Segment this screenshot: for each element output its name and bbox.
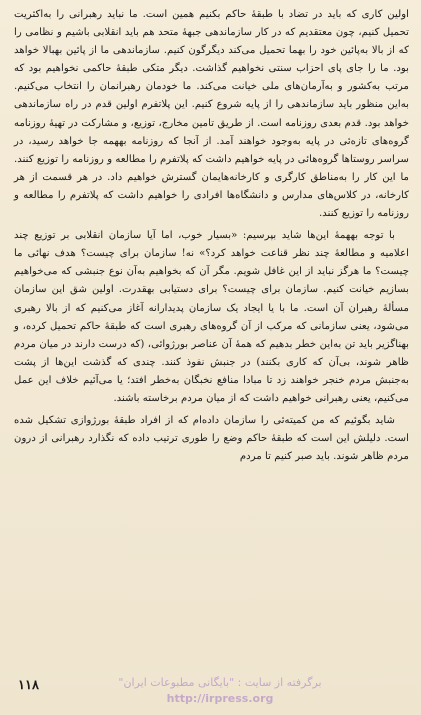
watermark-source-text: برگرفته از سایت : "بایگانی مطبوعات ایران": [118, 676, 322, 689]
page-number: ۱۱۸: [18, 678, 39, 693]
page-footer: [0, 672, 421, 712]
page-body-text: [14, 6, 409, 470]
paragraph-3: شاید بگوئیم که من کمیته‌ئی را سازمان داده‌ام که از افراد طبقهٔ بورژوازی تشکیل شده است. دلیلش این است که طبقهٔ حاکم وضع را طوری ترتیب داده که نگذارد رهبرانی از درون مردم ظاهر شوند. باید صبر کنیم تا مردم: [14, 415, 409, 463]
paragraph-1: اولین کاری که باید در تضاد با طبقهٔ حاکم بکنیم همین است. ما نباید رهبرانی را به‌اکثریت تحمیل کنیم، چون معتقدیم که در کار سازماندهی جبههٔ متحد هم باید انقلابی باشیم و نظامی را که از بالا به‌پائین خود را بهما تحمیل می‌کند دیگرگون کنیم. سازماندهی ما از پائین بهبالا خواهد بود. ما را جای پای احزاب سنتی نخواهیم گذاشت. دیگر متکی طبقهٔ حاکمی نخواهیم بود که مرتب به‌کشور و به‌آرمان‌های ملی خیانت می‌کند. ما خودمان رهبرانمان را انتخاب می‌کنیم. به‌این منظور باید سازماندهی را از پایه شروع کنیم. این پلاتفرم اولین قدم در راه سازماندهی خواهد بود. قدم بعدی روزنامه است. از طریق تامین مخارج، توزیع، و مشارکت در تهیهٔ روزنامه گروه‌های تازه‌ئی در پایه به‌وجود خواهند آمد. از آنجا که روزنامه بههمه جا خواهد رسید، در سراسر روستاها گروه‌هائی در پایه خواهیم داشت که پلاتفرم را مطالعه و روزنامه را توزیع کنند. ما این کار را به‌مناطق کارگری و کارخانه‌هایمان گسترش خواهیم داد. در هر قسمت از هر کارخانه، در کلاس‌های مدارس و دانشگاه‌ها افرادی را خواهیم داشت که پلاتفرم را مطالعه و روزنامه را توزیع کنند.: [14, 9, 409, 220]
watermark-url: http://irpress.org: [166, 692, 274, 705]
paragraph-2: با توجه بههمهٔ این‌ها شاید بپرسیم: «بسیار خوب، اما آیا سازمان انقلابی بر توزیع چند اعلامیه و مطالعهٔ چند نظر قناعت خواهد کرد؟» نه! سازمان برای چیست؟ هدف نهائی ما چیست؟ ما هرگز نباید از این غافل شویم. مگر آن که بخواهیم به‌آن نوع جنبشی که می‌خواهیم بسازیم خیانت کنیم. سازمان برای چیست؟ برای دستیابی بهقدرت. اولین شق این سازمان مسألهٔ رهبران آن است. ما با یا ایجاد یک سازمان پدیدارانه آغاز می‌کنیم که از بالا رهبری می‌شود، یعنی سازمانی که مرکب از آن گروه‌های رهبری است که طبقهٔ حاکم تحمیل کرده، و بهناگزیر باید تن به‌این خطر بدهیم که همهٔ آن عناصر بورژوائی، (که درست دارند در میان مردم ظاهر شوند، بی‌آن که کاری بکنند) در جنبش نفوذ کنند. چندی که گذشت این‌ها از پشت به‌جنبش مردم خنجر خواهند زد تا مبادا منافع نخبگان به‌خطر افتد؛ یا می‌آئیم خلاف این عمل می‌کنیم، یعنی رهبرانی خواهیم داشت که از میان مردم برخاسته باشند.: [14, 230, 409, 404]
